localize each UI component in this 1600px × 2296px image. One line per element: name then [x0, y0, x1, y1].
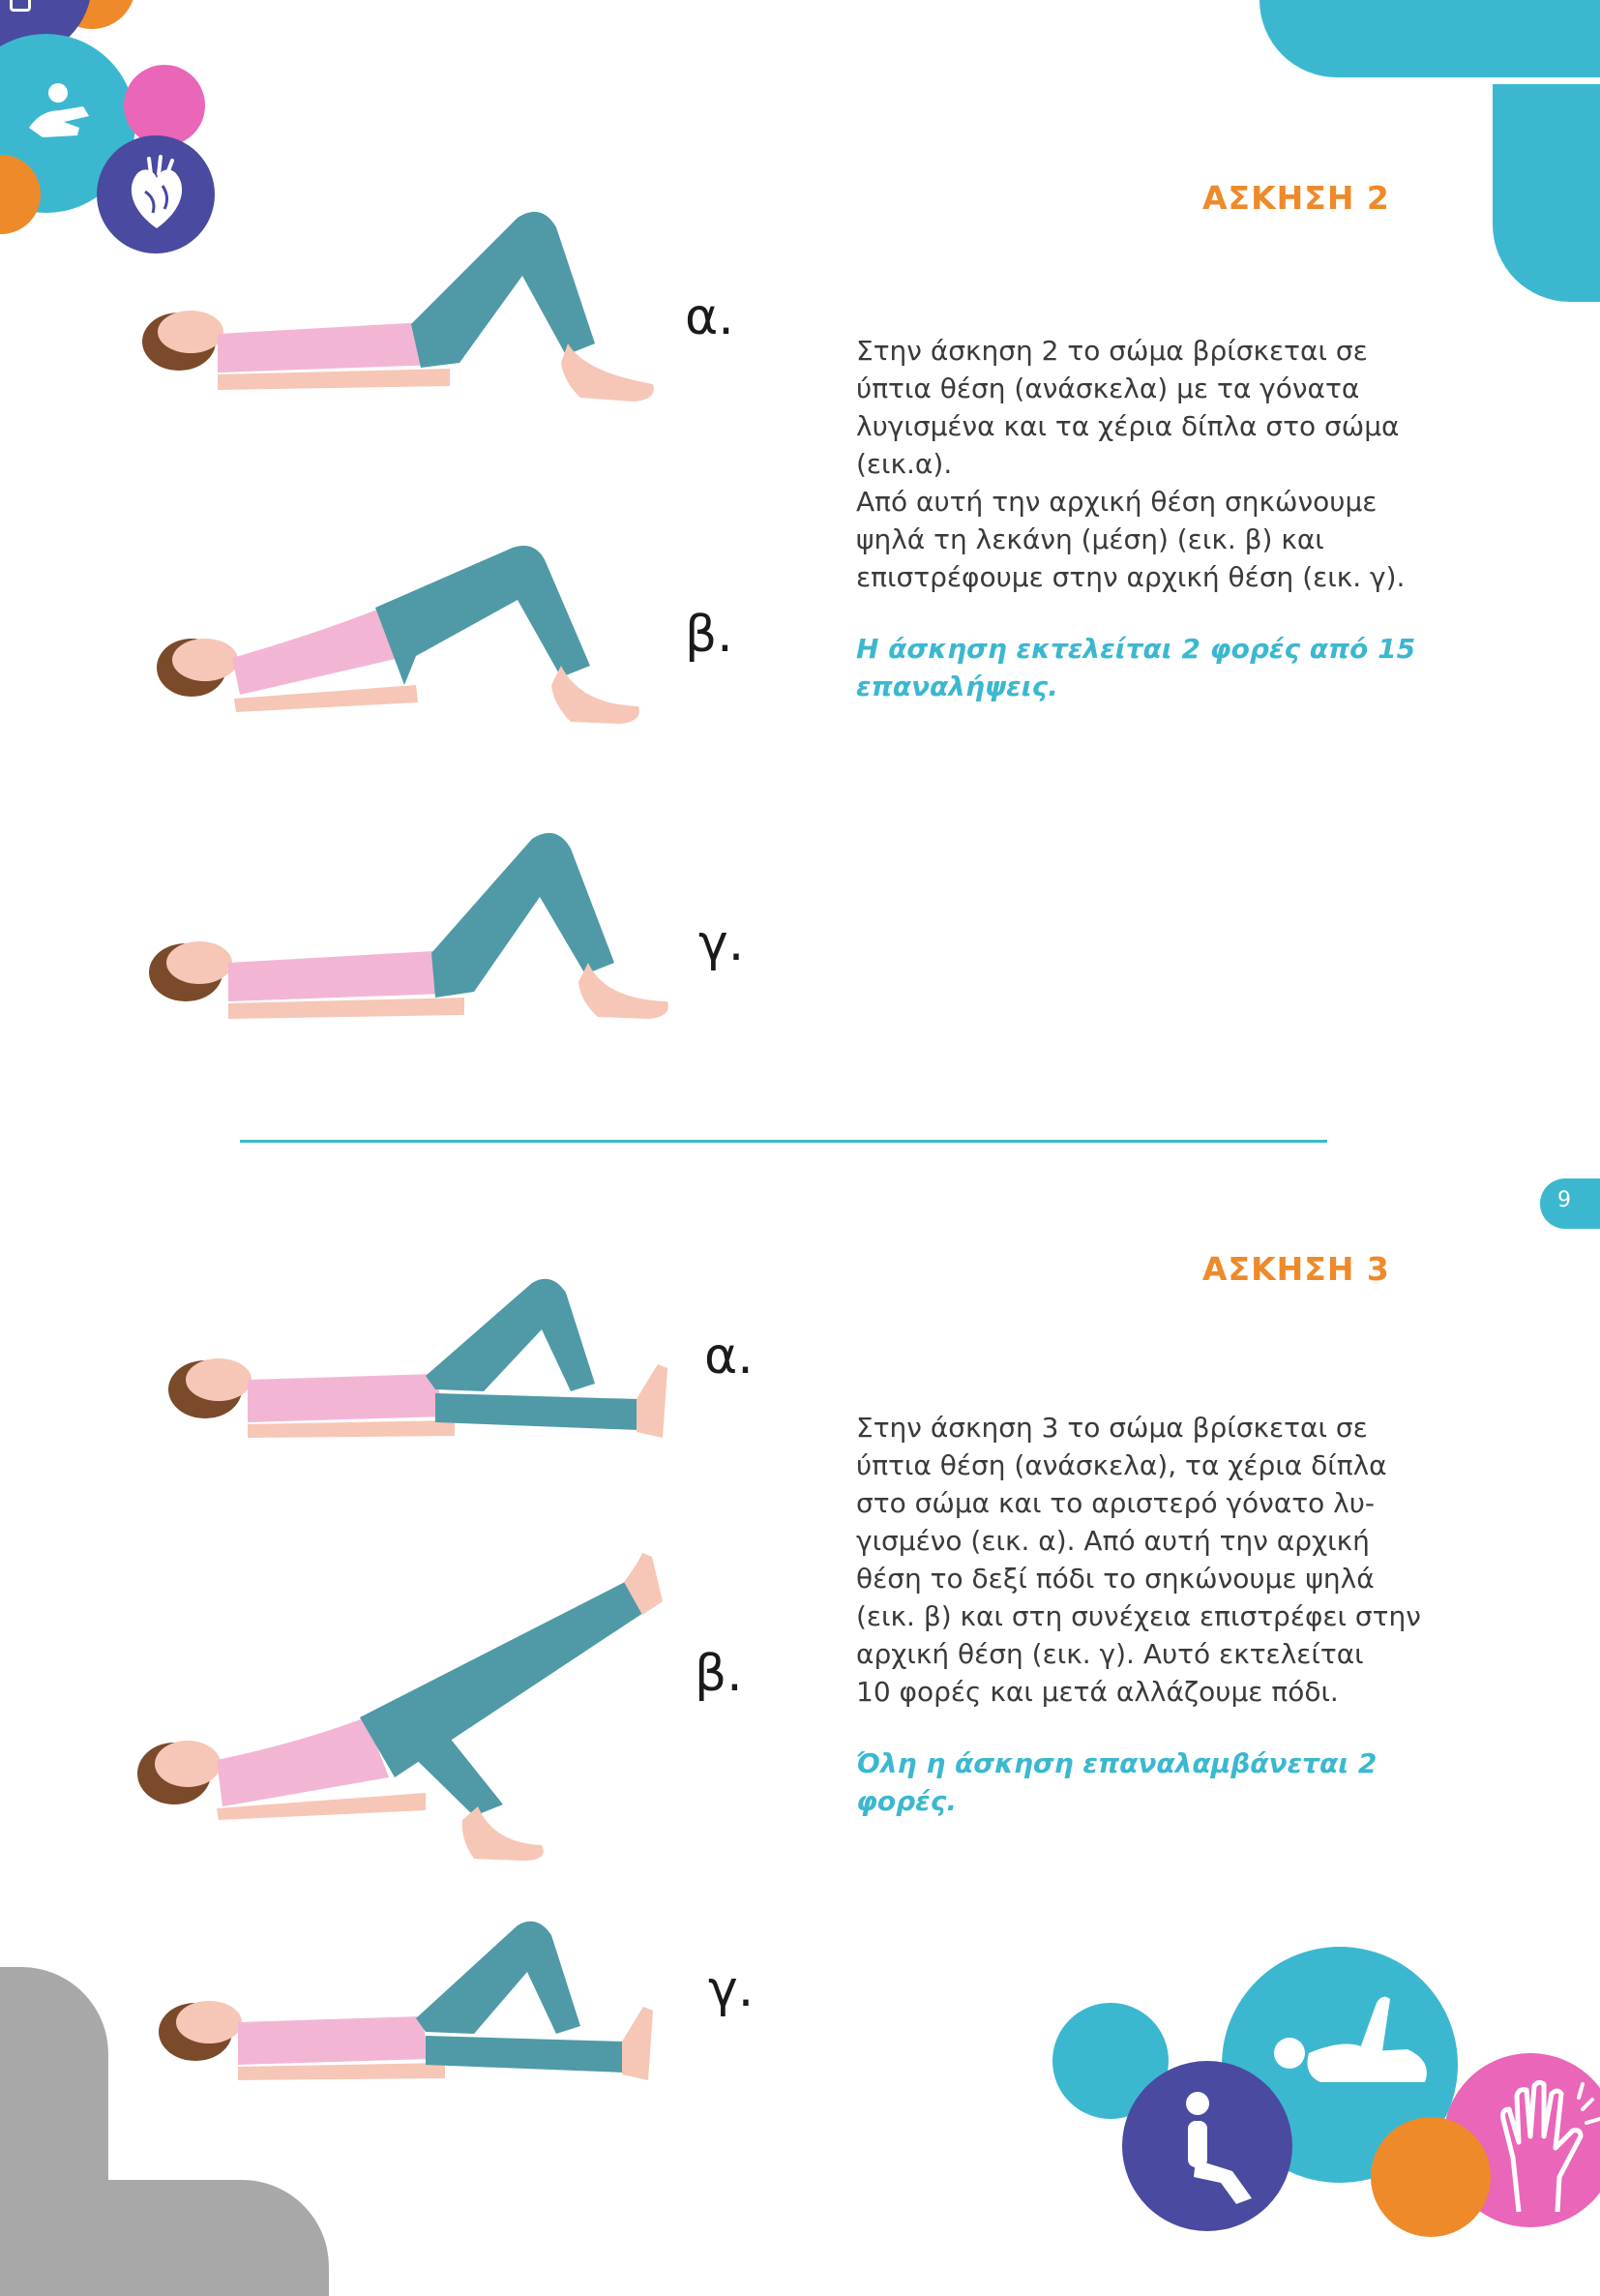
text-line: Στην άσκηση 2 το σώμα βρίσκεται σε [856, 335, 1368, 367]
exercise3-title: ΑΣΚΗΣΗ 3 [1202, 1250, 1390, 1288]
document-icon [10, 0, 31, 12]
text-line: λυγισμένα και τα χέρια δίπλα στο σώμα [856, 410, 1400, 442]
leg-raise-illustration [135, 1553, 677, 1863]
stretching-person-icon [21, 77, 99, 145]
exercise2-figure-c [145, 827, 687, 1021]
deco-grey-base [0, 2180, 329, 2296]
text-line: επιστρέφουμε στην αρχική θέση (εικ. γ). [856, 561, 1406, 593]
section-divider [240, 1140, 1327, 1143]
exercise2-description [856, 332, 1437, 596]
deco-teal-banner [1259, 0, 1600, 77]
text-line: 10 φορές και μετά αλλάζουμε πόδι. [856, 1676, 1339, 1708]
exercise2-label-b: β. [685, 606, 733, 664]
exercise3-label-b: β. [695, 1645, 743, 1703]
deco-circle-pink [124, 65, 205, 146]
kneeling-person-icon [1169, 2090, 1265, 2206]
deco-circle-orange-bottom [1371, 2117, 1491, 2237]
exercise3-description [856, 1409, 1437, 1711]
note-line: φορές. [856, 1785, 958, 1817]
text-line: (εικ.α). [856, 448, 953, 480]
exercise2-title: ΑΣΚΗΣΗ 2 [1202, 179, 1390, 217]
exercise2-label-c: γ. [698, 914, 745, 972]
page-number: 9 [1557, 1188, 1571, 1212]
deco-teal-block [1493, 84, 1600, 302]
knees-bent-illustration [131, 208, 672, 411]
note-line: επαναλήψεις. [856, 671, 1058, 702]
exercise2-figure-b [155, 540, 658, 733]
text-line: αρχική θέση (εικ. γ). Αυτό εκτελείται [856, 1638, 1364, 1670]
single-knee-bent-return-illustration [155, 1918, 667, 2092]
note-line: Η άσκηση εκτελείται 2 φορές από 15 [856, 633, 1416, 665]
text-line: (εικ. β) και στη συνέχεια επιστρέφει στην [856, 1600, 1421, 1632]
deco-grey-block [0, 1967, 108, 2180]
text-line: Στην άσκηση 3 το σώμα βρίσκεται σε [856, 1412, 1368, 1444]
exercise3-figure-c [155, 1918, 667, 2092]
exercise3-note [856, 1744, 1437, 1820]
exercise3-figure-a [164, 1275, 677, 1449]
text-line: ύπτια θέση (ανάσκελα), τα χέρια δίπλα [856, 1449, 1387, 1481]
hand-pain-icon [1490, 2080, 1600, 2216]
exercise3-figure-b [135, 1553, 677, 1863]
text-line: ψηλά τη λεκάνη (μέση) (εικ. β) και [856, 523, 1324, 555]
knees-bent-return-illustration [145, 827, 687, 1021]
exercise2-note [856, 630, 1437, 705]
note-line: Όλη η άσκηση επαναλαμβάνεται 2 [856, 1747, 1378, 1779]
text-line: ύπτια θέση (ανάσκελα) με τα γόνατα [856, 373, 1360, 404]
exercise2-figure-a [131, 208, 672, 411]
text-line: γισμένο (εικ. α). Από αυτή την αρχική [856, 1525, 1370, 1557]
text-line: στο σώμα και το αριστερό γόνατο λυ- [856, 1487, 1376, 1519]
hip-bridge-illustration [155, 540, 658, 733]
exercise3-label-c: γ. [708, 1960, 755, 2018]
exercise3-label-a: α. [704, 1327, 754, 1386]
lying-stretch-icon [1262, 1993, 1446, 2100]
single-knee-bent-illustration [164, 1275, 677, 1449]
text-line: θέση το δεξί πόδι το σηκώνουμε ψηλά [856, 1563, 1375, 1595]
text-line: Από αυτή την αρχική θέση σηκώνουμε [856, 486, 1378, 518]
exercise2-label-a: α. [685, 288, 734, 346]
